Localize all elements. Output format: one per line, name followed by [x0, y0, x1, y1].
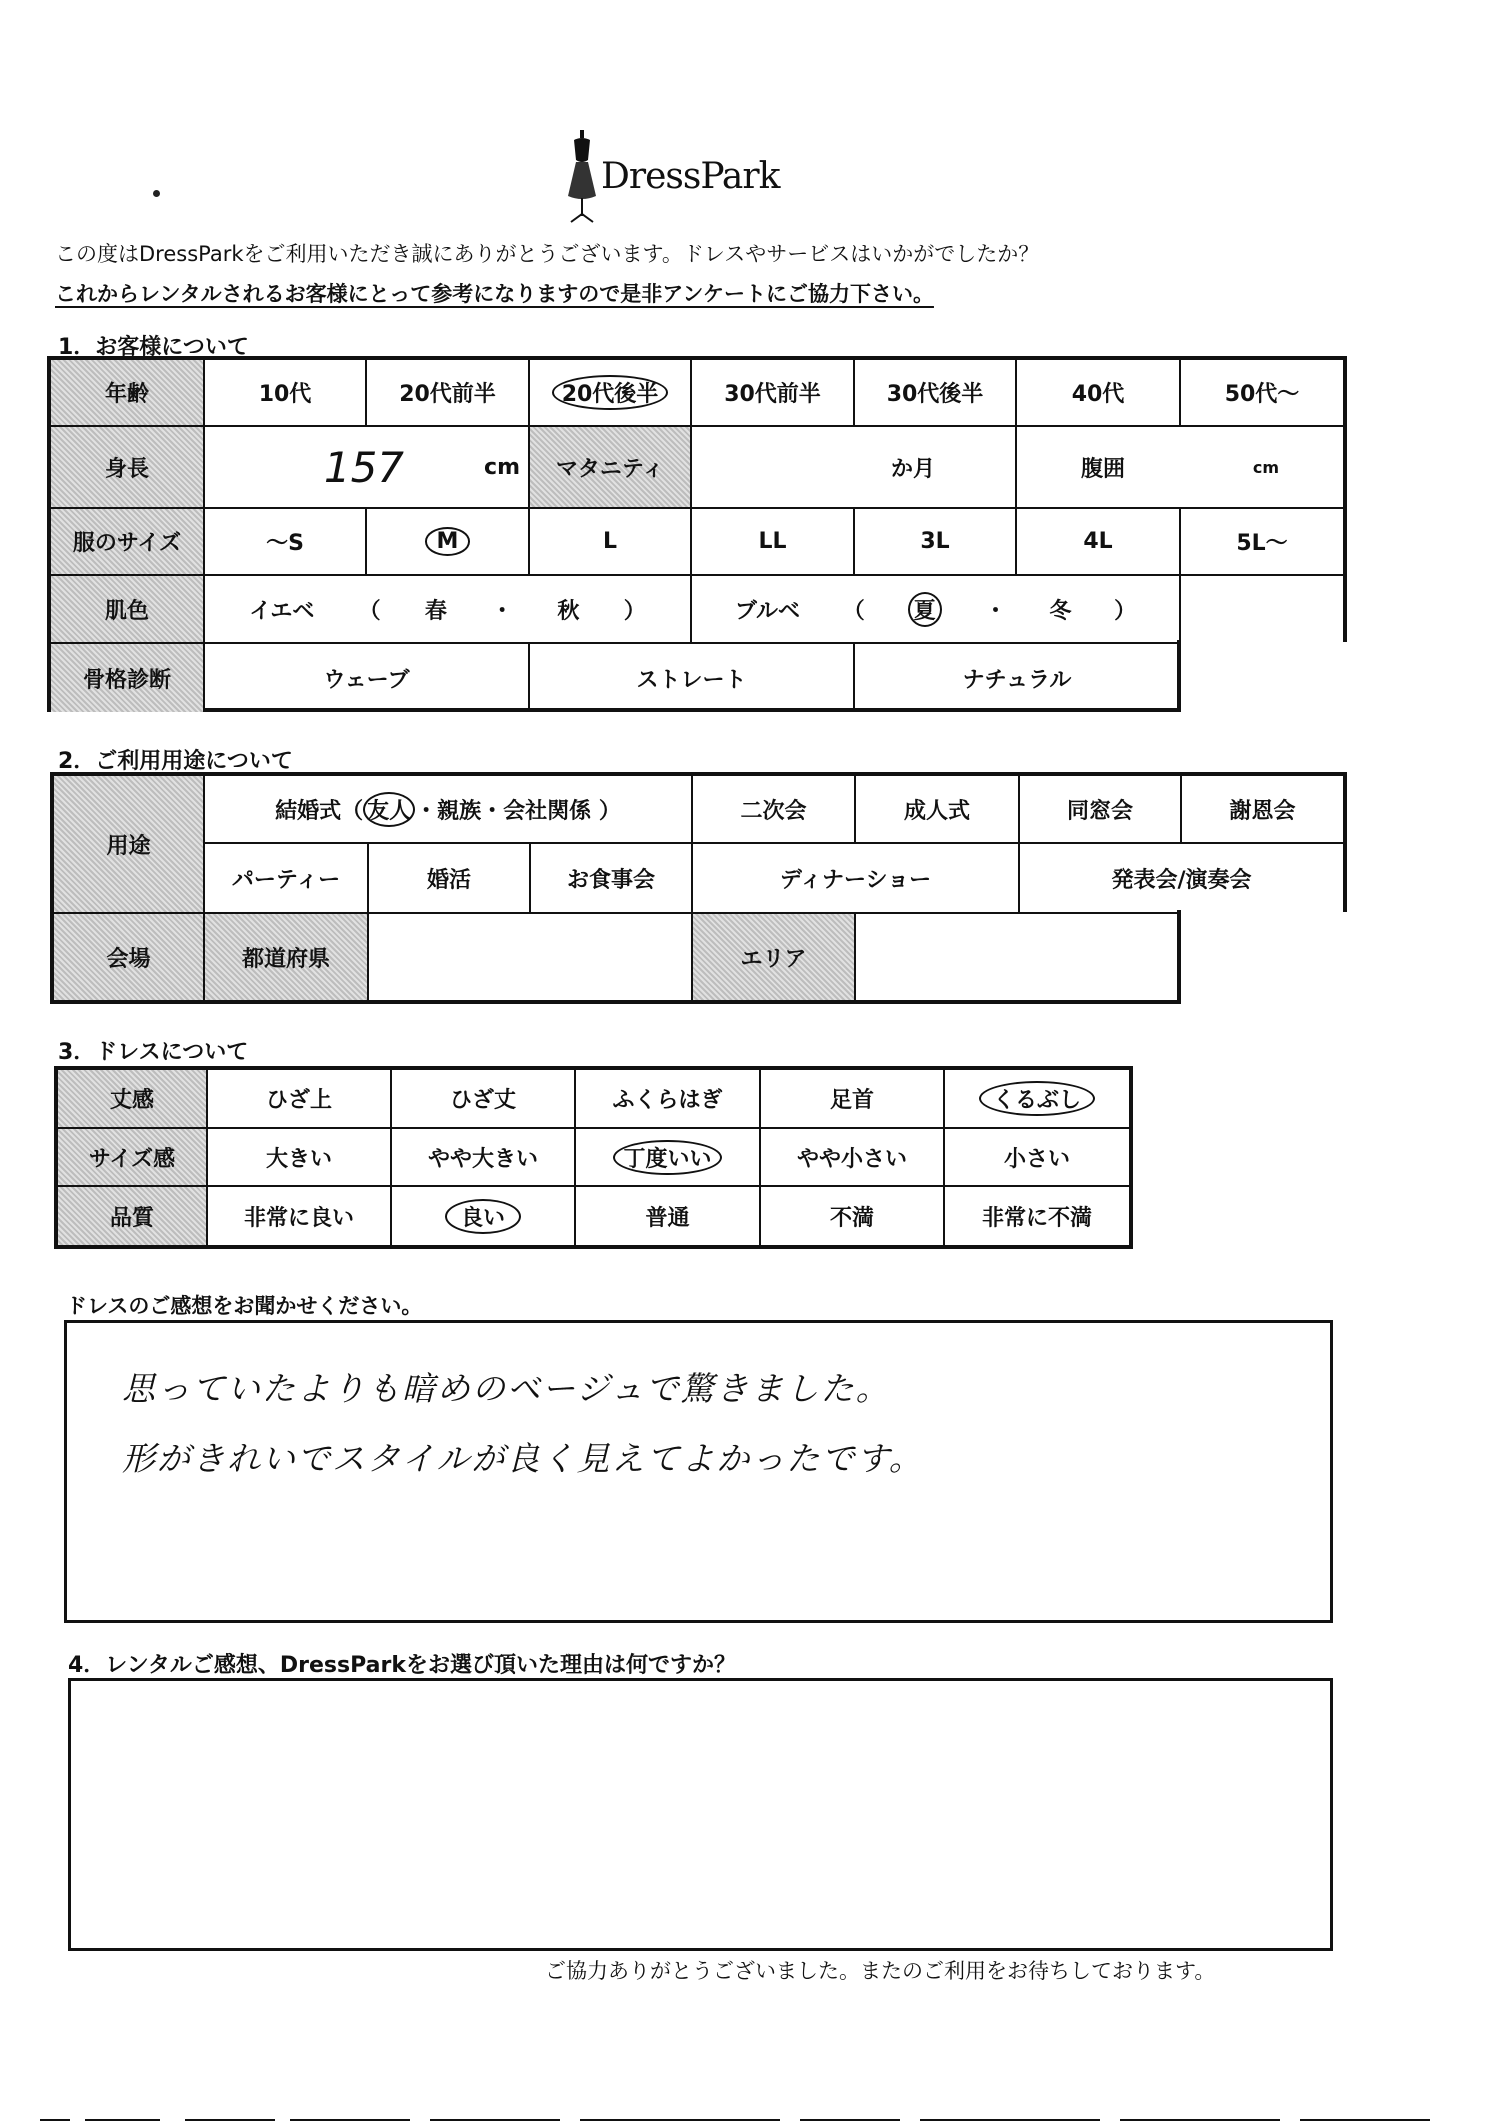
length-option-calf[interactable]: ふくらはぎ	[576, 1070, 761, 1129]
section-3-title: 3．ドレスについて	[58, 1040, 249, 1065]
size-option-l[interactable]: L	[530, 509, 692, 576]
scan-line	[85, 2119, 160, 2121]
use-option-afterparty[interactable]: 二次会	[693, 776, 856, 844]
table-edge-mask	[1181, 912, 1351, 1008]
age-option-late-20s[interactable]	[530, 360, 692, 427]
area-label: エリア	[693, 914, 856, 1000]
height-field[interactable]	[205, 427, 530, 509]
age-option-50s[interactable]: 50代～	[1181, 360, 1343, 427]
size-option-ll[interactable]: LL	[692, 509, 855, 576]
height-unit: cm	[484, 454, 520, 480]
quality-option-good[interactable]	[392, 1187, 576, 1245]
scan-line	[580, 2119, 780, 2121]
impression-line-2: 形がきれいでスタイルが良く見えてよかったです。	[122, 1439, 924, 1478]
scan-line	[290, 2119, 410, 2121]
use-option-recital[interactable]: 発表会/演奏会	[1020, 844, 1343, 914]
use-option-konkatsu[interactable]: 婚活	[369, 844, 531, 914]
table-edge-mask	[1181, 642, 1351, 717]
use-option-dinner-party[interactable]: お食事会	[531, 844, 693, 914]
area-field[interactable]	[856, 914, 1182, 1000]
prefecture-label: 都道府県	[205, 914, 369, 1000]
selected-circle: くるぶし	[979, 1081, 1095, 1116]
size-option-4l[interactable]: 4L	[1017, 509, 1181, 576]
scan-line	[1120, 2119, 1280, 2121]
length-option-above-knee[interactable]: ひざ上	[208, 1070, 392, 1129]
frame-option-straight[interactable]: ストレート	[530, 644, 855, 712]
age-option-late-30s[interactable]: 30代後半	[855, 360, 1017, 427]
age-option-early-30s[interactable]: 30代前半	[692, 360, 855, 427]
waist-label: 腹囲	[1080, 456, 1125, 482]
quality-option-poor[interactable]: 不満	[761, 1187, 945, 1245]
section-2-title: 2．ご利用用途について	[58, 749, 293, 774]
scan-line	[1300, 2119, 1430, 2121]
waist-field[interactable]	[1017, 427, 1343, 509]
reason-textbox[interactable]	[68, 1678, 1333, 1951]
table-edge	[1177, 910, 1181, 1004]
blank-cell	[1181, 576, 1343, 644]
prefecture-field[interactable]	[369, 914, 693, 1000]
dress-table	[54, 1066, 1133, 1249]
age-option-10s[interactable]: 10代	[205, 360, 367, 427]
frame-option-natural[interactable]: ナチュラル	[855, 644, 1181, 712]
use-label: 用途	[54, 776, 205, 914]
intro-line-2: これからレンタルされるお客様にとって参考になりますので是非アンケートにご協力下さい。	[55, 282, 934, 306]
use-option-party[interactable]: パーティー	[205, 844, 369, 914]
use-option-dinner-show[interactable]: ディナーショー	[693, 844, 1020, 914]
use-option-thank-you-party[interactable]: 謝恩会	[1182, 776, 1343, 844]
skin-option-blue[interactable]: ブルベ （ 夏 ・ 冬 ）	[692, 576, 1181, 644]
size-option-s[interactable]: ～S	[205, 509, 367, 576]
use-option-wedding[interactable]: 結婚式（ 友人 ・親族・会社関係 ）	[205, 776, 693, 844]
scan-line	[185, 2119, 275, 2121]
impression-textbox[interactable]	[64, 1320, 1333, 1623]
fit-option-slightly-small[interactable]: やや小さい	[761, 1129, 945, 1187]
age-option-40s[interactable]: 40代	[1017, 360, 1181, 427]
selected-circle: 夏	[908, 592, 942, 627]
selected-circle: 20代後半	[552, 375, 669, 410]
use-option-coming-of-age[interactable]: 成人式	[856, 776, 1020, 844]
fit-option-large[interactable]: 大きい	[208, 1129, 392, 1187]
age-option-early-20s[interactable]: 20代前半	[367, 360, 530, 427]
fit-label: サイズ感	[58, 1129, 208, 1187]
skin-label: 肌色	[51, 576, 205, 644]
size-option-m[interactable]	[367, 509, 530, 576]
scan-line	[40, 2119, 70, 2121]
selected-circle: 良い	[445, 1199, 521, 1234]
scan-line	[920, 2119, 1100, 2121]
waist-unit: cm	[1252, 457, 1280, 477]
footer-thanks: ご協力ありがとうございました。またのご利用をお待ちしております。	[545, 1959, 1216, 1983]
quality-label: 品質	[58, 1187, 208, 1245]
customer-table	[47, 356, 1347, 712]
impression-line-1: 思っていたよりも暗めのベージュで驚きました。	[122, 1369, 891, 1408]
section-4-title: 4．レンタルご感想、DressParkをお選び頂いた理由は何ですか？	[68, 1653, 736, 1678]
section-1-title: 1．お客様について	[58, 335, 249, 360]
usage-table	[50, 772, 1347, 1004]
height-label: 身長	[51, 427, 205, 509]
frame-label: 骨格診断	[51, 644, 205, 712]
venue-label: 会場	[54, 914, 205, 1000]
selected-circle: 友人	[363, 792, 415, 827]
length-option-knee[interactable]: ひざ丈	[392, 1070, 576, 1129]
scan-line	[430, 2119, 560, 2121]
fit-option-just-right[interactable]	[576, 1129, 761, 1187]
quality-option-very-poor[interactable]: 非常に不満	[981, 1205, 1092, 1231]
fit-option-slightly-large[interactable]: やや大きい	[392, 1129, 576, 1187]
skin-option-yellow[interactable]: イエベ （ 春 ・ 秋 ）	[205, 576, 692, 644]
length-option-ankle[interactable]: 足首	[761, 1070, 945, 1129]
size-label: 服のサイズ	[51, 509, 205, 576]
height-value: 157	[323, 442, 405, 492]
fit-option-small[interactable]: 小さい	[945, 1129, 1129, 1187]
dress-form-icon	[565, 130, 599, 225]
maternity-months-field[interactable]: か月	[692, 427, 1017, 509]
table-edge	[1177, 640, 1181, 712]
length-option-ankle-bone[interactable]	[945, 1070, 1129, 1129]
use-option-reunion[interactable]: 同窓会	[1020, 776, 1182, 844]
selected-circle: M	[425, 527, 471, 556]
scan-speck	[153, 190, 160, 197]
impression-title: ドレスのご感想をお聞かせください。	[66, 1294, 423, 1318]
maternity-label: マタニティ	[530, 427, 692, 509]
size-option-3l[interactable]: 3L	[855, 509, 1017, 576]
quality-option-average[interactable]: 普通	[576, 1187, 761, 1245]
scan-line	[800, 2119, 900, 2121]
brand-name: DressPark	[601, 156, 780, 197]
age-label: 年齢	[51, 360, 205, 427]
length-label: 丈感	[58, 1070, 208, 1129]
quality-option-excellent[interactable]: 非常に良い	[208, 1187, 392, 1245]
intro-line-1: この度はDressParkをご利用いただき誠にありがとうございます。ドレスやサービスはいかがでしたか？	[55, 242, 1040, 266]
brand-logo	[565, 130, 805, 225]
selected-circle: 丁度いい	[613, 1140, 721, 1175]
size-option-5l[interactable]: 5L～	[1181, 509, 1343, 576]
table-corner	[1177, 708, 1181, 712]
frame-option-wave[interactable]: ウェーブ	[205, 644, 530, 712]
